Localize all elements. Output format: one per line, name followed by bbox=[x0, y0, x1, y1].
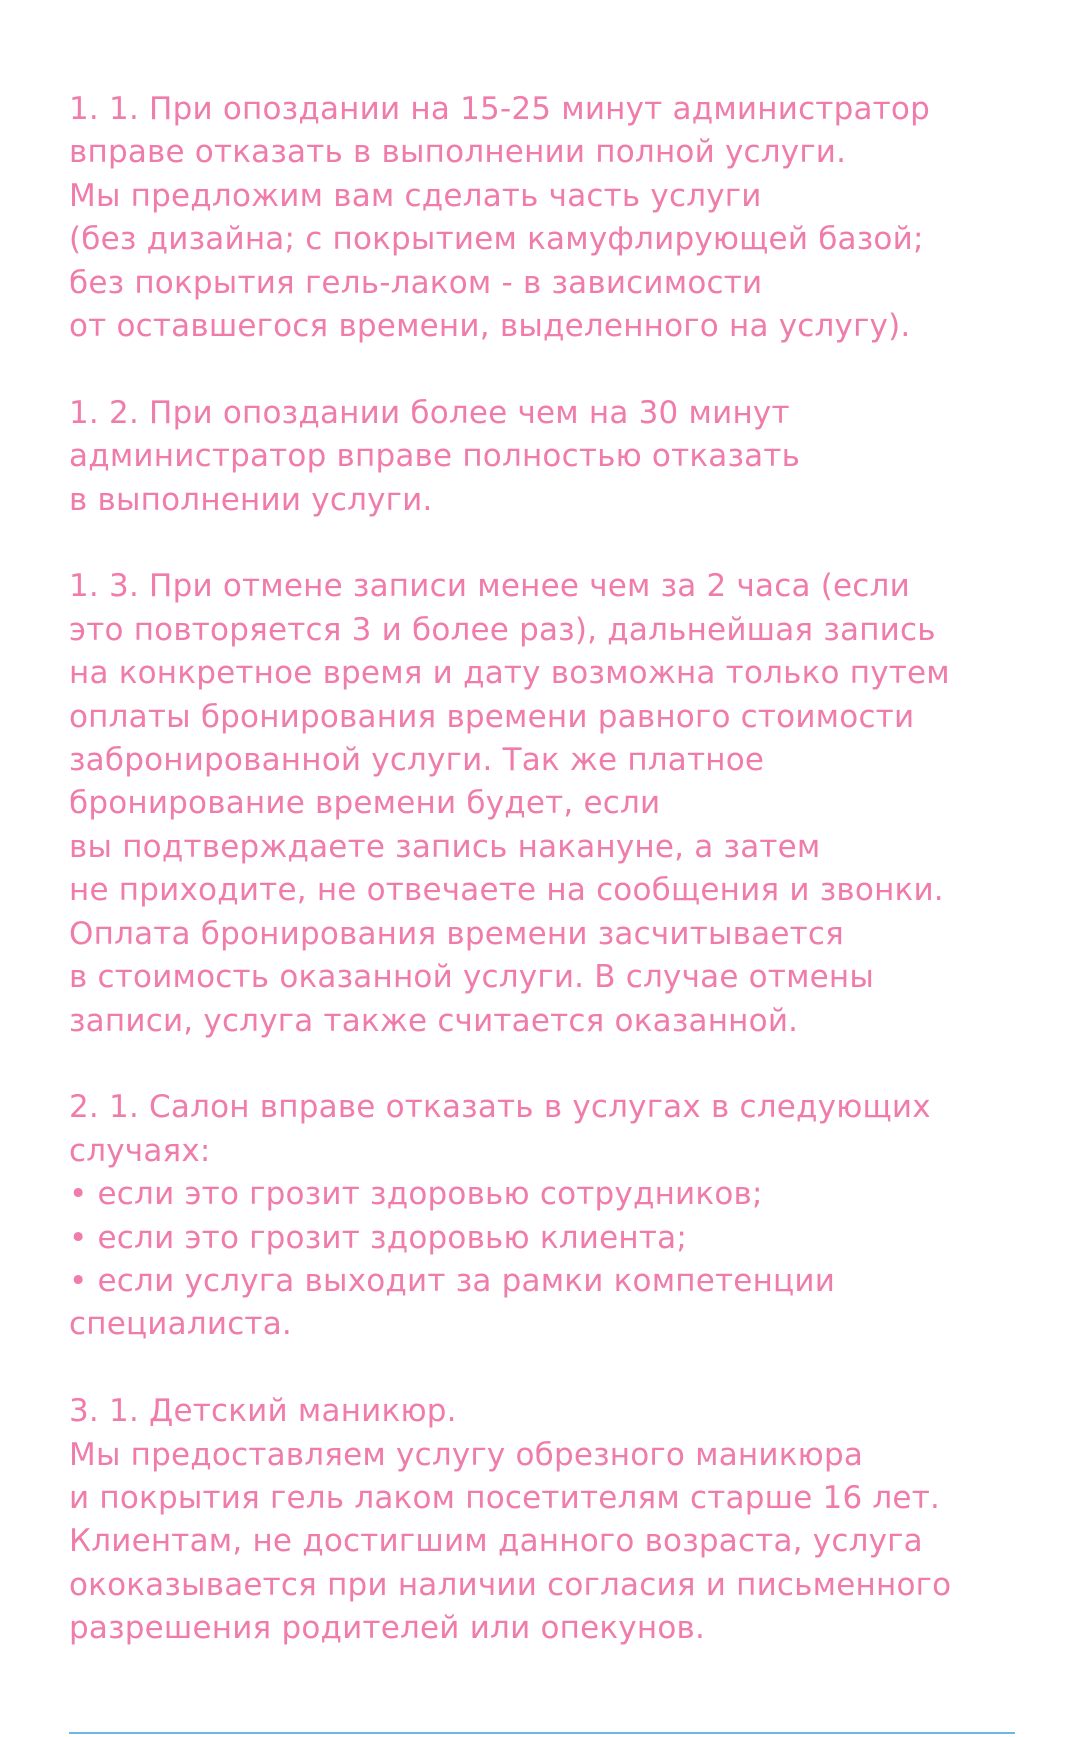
section-1-2 bbox=[69, 392, 1029, 522]
text-line: 1. 1. При опоздании на 15-25 минут администратор bbox=[69, 91, 930, 127]
text-line: от оставшегося времени, выделенного на услугу). bbox=[69, 308, 911, 345]
text-line: в выполнении услуги. bbox=[69, 481, 433, 518]
text-line: случаях: bbox=[69, 1132, 211, 1169]
text-line: администратор вправе полностью отказать bbox=[69, 438, 801, 475]
text-line: забронированной услуги. Так же платное bbox=[69, 742, 765, 779]
text-line: вы подтверждаете запись накануне, а затем bbox=[69, 828, 821, 865]
text-line: Оплата бронирования времени засчитывается bbox=[69, 915, 844, 952]
text-line: и покрытия гель лаком посетителям старше 16 лет. bbox=[69, 1479, 941, 1516]
text-line: 3. 1. Детский маникюр. bbox=[69, 1393, 457, 1430]
text-line: вправе отказать в выполнении полной услуги. bbox=[69, 134, 847, 171]
bottom-divider bbox=[69, 1732, 1015, 1734]
text-line: записи, услуга также считается оказанной. bbox=[69, 1002, 799, 1039]
text-line: Клиентам, не достигшим данного возраста, услуга bbox=[69, 1523, 923, 1560]
bullet-item: • если это грозит здоровью сотрудников; bbox=[69, 1176, 763, 1213]
text-line: без покрытия гель-лаком - в зависимости bbox=[69, 264, 763, 301]
text-line: оплаты бронирования времени равного стоимости bbox=[69, 698, 915, 735]
text-line: ококазывается при наличии согласия и письменного bbox=[69, 1566, 952, 1603]
section-3-1 bbox=[69, 1390, 1029, 1650]
text-line: 1. 3. При отмене записи менее чем за 2 часа (если bbox=[69, 568, 910, 605]
text-line: 2. 1. Салон вправе отказать в услугах в следующих bbox=[69, 1089, 931, 1126]
text-line: бронирование времени будет, если bbox=[69, 785, 661, 822]
text-line: Мы предоставляем услугу обрезного маникюра bbox=[69, 1436, 864, 1473]
text-line: на конкретное время и дату возможна только путем bbox=[69, 655, 950, 692]
text-line: это повторяется 3 и более раз), дальнейшая запись bbox=[69, 611, 936, 648]
rules-text bbox=[69, 88, 1029, 1694]
text-line: не приходите, не отвечаете на сообщения и звонки. bbox=[69, 872, 944, 909]
bullet-item: • если это грозит здоровью клиента; bbox=[69, 1219, 687, 1256]
text-line: специалиста. bbox=[69, 1306, 292, 1343]
section-1-3 bbox=[69, 565, 1029, 1042]
text-line: (без дизайна; с покрытием камуфлирующей базой; bbox=[69, 221, 924, 258]
text-line: 1. 2. При опоздании более чем на 30 минут bbox=[69, 394, 790, 431]
text-line: Мы предложим вам сделать часть услуги bbox=[69, 177, 762, 214]
bullet-item: • если услуга выходит за рамки компетенции bbox=[69, 1262, 836, 1299]
section-1-1 bbox=[69, 88, 1029, 348]
section-2-1 bbox=[69, 1086, 1029, 1346]
text-line: разрешения родителей или опекунов. bbox=[69, 1610, 706, 1647]
text-line: в стоимость оказанной услуги. В случае отмены bbox=[69, 959, 875, 996]
